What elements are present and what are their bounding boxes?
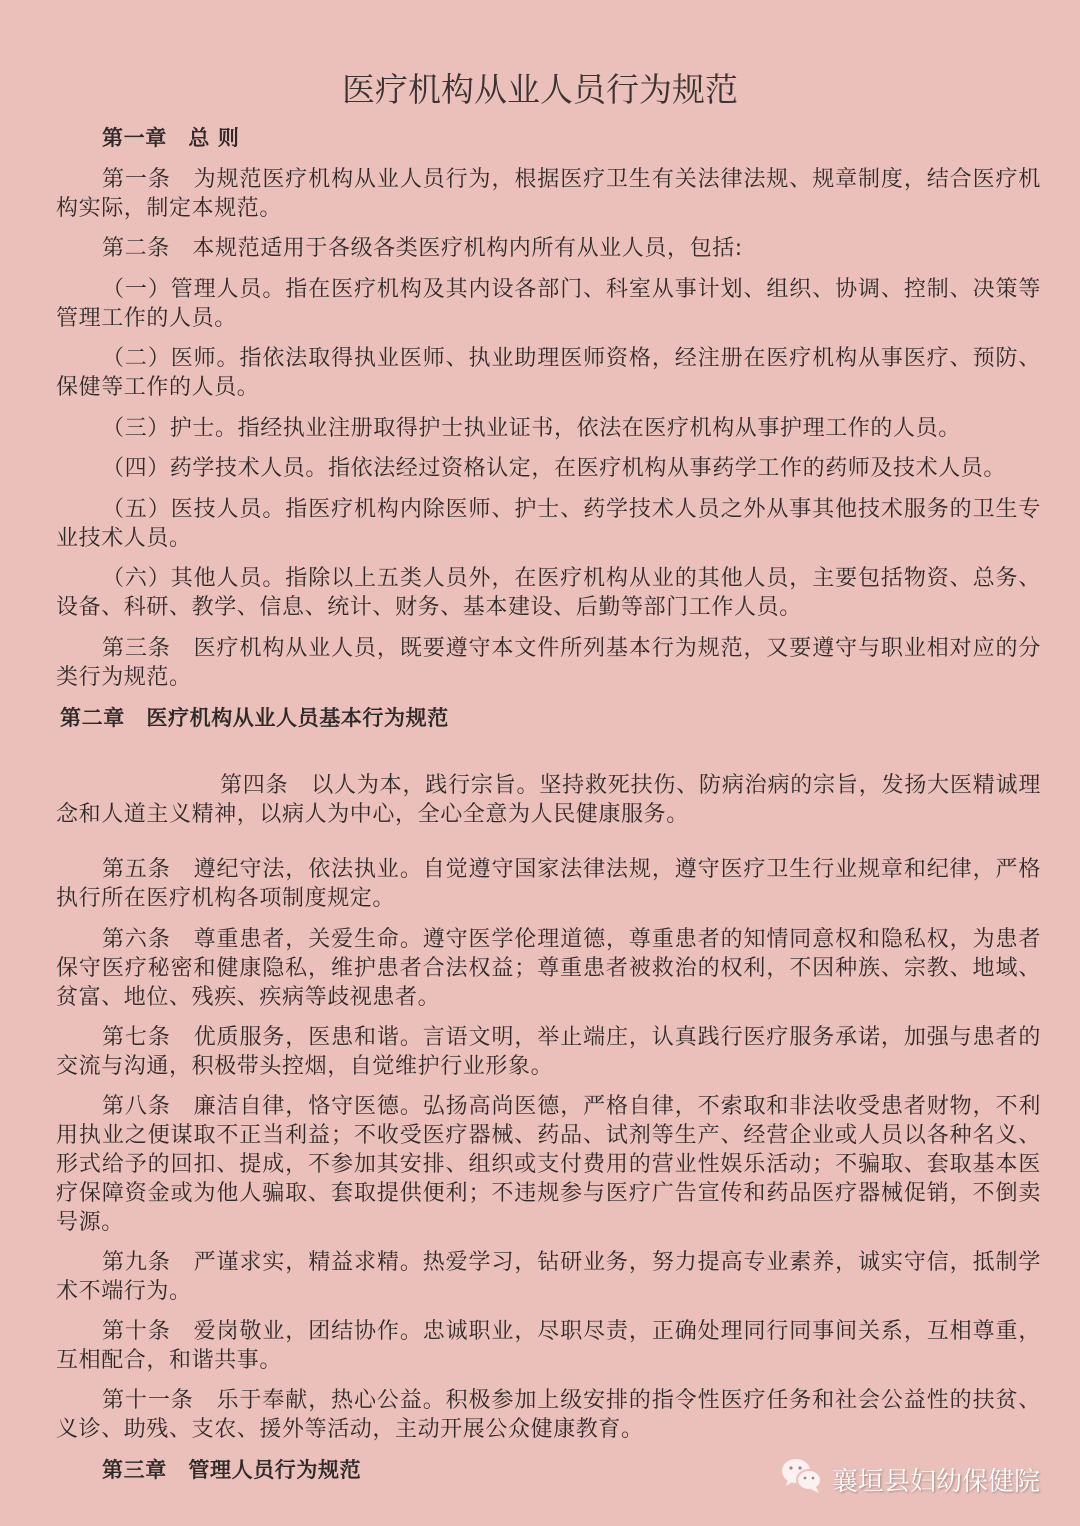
chapter-3-heading: 第三章 管理人员行为规范 [102, 1458, 362, 1482]
article-10: 第十条 爱岗敬业，团结协作。忠诚职业，尽职尽责，正确处理同行同事间关系，互相尊重，互相配合，和谐共事。 [56, 1319, 1041, 1373]
article-8: 第八条 廉洁自律，恪守医德。弘扬高尚医德，严格自律，不索取和非法收受患者财物，不利用执业之便谋取不正当利益；不收受医疗器械、药品、试剂等生产、经营企业或人员以各种名义、形式给予的回扣、提成，不参加其安排、组织或支付费用的营业性娱乐活动；不骗取、套取基本医疗保障资金或为他人骗取、套取提供便利；不违规参与医疗广告宣传和药品医疗器械促销，不倒卖号源。 [56, 1094, 1041, 1235]
article-7: 第七条 优质服务，医患和谐。言语文明，举止端庄，认真践行医疗服务承诺，加强与患者的交流与沟通，积极带头控烟，自觉维护行业形象。 [56, 1025, 1041, 1079]
article-2-item-5: （五）医技人员。指医疗机构内除医师、护士、药学技术人员之外从事其他技术服务的卫生专业技术人员。 [56, 497, 1041, 551]
article-2-item-2: （二）医师。指依法取得执业医师、执业助理医师资格，经注册在医疗机构从事医疗、预防、保健等工作的人员。 [56, 346, 1041, 400]
document-title: 医疗机构从业人员行为规范 [342, 70, 738, 109]
article-3: 第三条 医疗机构从业人员，既要遵守本文件所列基本行为规范，又要遵守与职业相对应的分类行为规范。 [56, 636, 1041, 690]
article-11: 第十一条 乐于奉献，热心公益。积极参加上级安排的指令性医疗任务和社会公益性的扶贫、义诊、助残、支农、援外等活动，主动开展公众健康教育。 [56, 1388, 1041, 1442]
chapter-2-heading: 第二章 医疗机构从业人员基本行为规范 [60, 706, 449, 730]
wechat-icon [780, 1457, 824, 1502]
article-2-item-4: （四）药学技术人员。指依法经过资格认定，在医疗机构从事药学工作的药师及技术人员。 [102, 456, 1007, 481]
article-2-item-1: （一）管理人员。指在医疗机构及其内设各部门、科室从事计划、组织、协调、控制、决策等管理工作的人员。 [56, 277, 1041, 331]
article-2-item-3: （三）护士。指经执业注册取得护士执业证书，依法在医疗机构从事护理工作的人员。 [102, 416, 961, 441]
article-4: 第四条 以人为本，践行宗旨。坚持救死扶伤、防病治病的宗旨，发扬大医精诚理念和人道主义精神，以病人为中心，全心全意为人民健康服务。 [56, 773, 1041, 827]
article-2: 第二条 本规范适用于各级各类医疗机构内所有从业人员，包括: [102, 236, 743, 261]
chapter-1-heading: 第一章 总 则 [102, 126, 240, 150]
article-1: 第一条 为规范医疗机构从业人员行为，根据医疗卫生有关法律法规、规章制度，结合医疗机构实际，制定本规范。 [56, 167, 1041, 221]
watermark-text: 襄垣县妇幼保健院 [832, 1467, 1041, 1497]
article-6: 第六条 尊重患者，关爱生命。遵守医学伦理道德，尊重患者的知情同意权和隐私权，为患者保守医疗秘密和健康隐私，维护患者合法权益；尊重患者被救治的权利，不因种族、宗教、地域、贫富、地位、残疾、疾病等歧视患者。 [56, 927, 1041, 1010]
article-9: 第九条 严谨求实，精益求精。热爱学习，钻研业务，努力提高专业素养，诚实守信，抵制学术不端行为。 [56, 1250, 1041, 1304]
article-5: 第五条 遵纪守法，依法执业。自觉遵守国家法律法规，遵守医疗卫生行业规章和纪律，严格执行所在医疗机构各项制度规定。 [56, 857, 1041, 911]
article-2-item-6: （六）其他人员。指除以上五类人员外，在医疗机构从业的其他人员，主要包括物资、总务、设备、科研、教学、信息、统计、财务、基本建设、后勤等部门工作人员。 [56, 566, 1041, 620]
watermark [780, 1457, 1040, 1502]
